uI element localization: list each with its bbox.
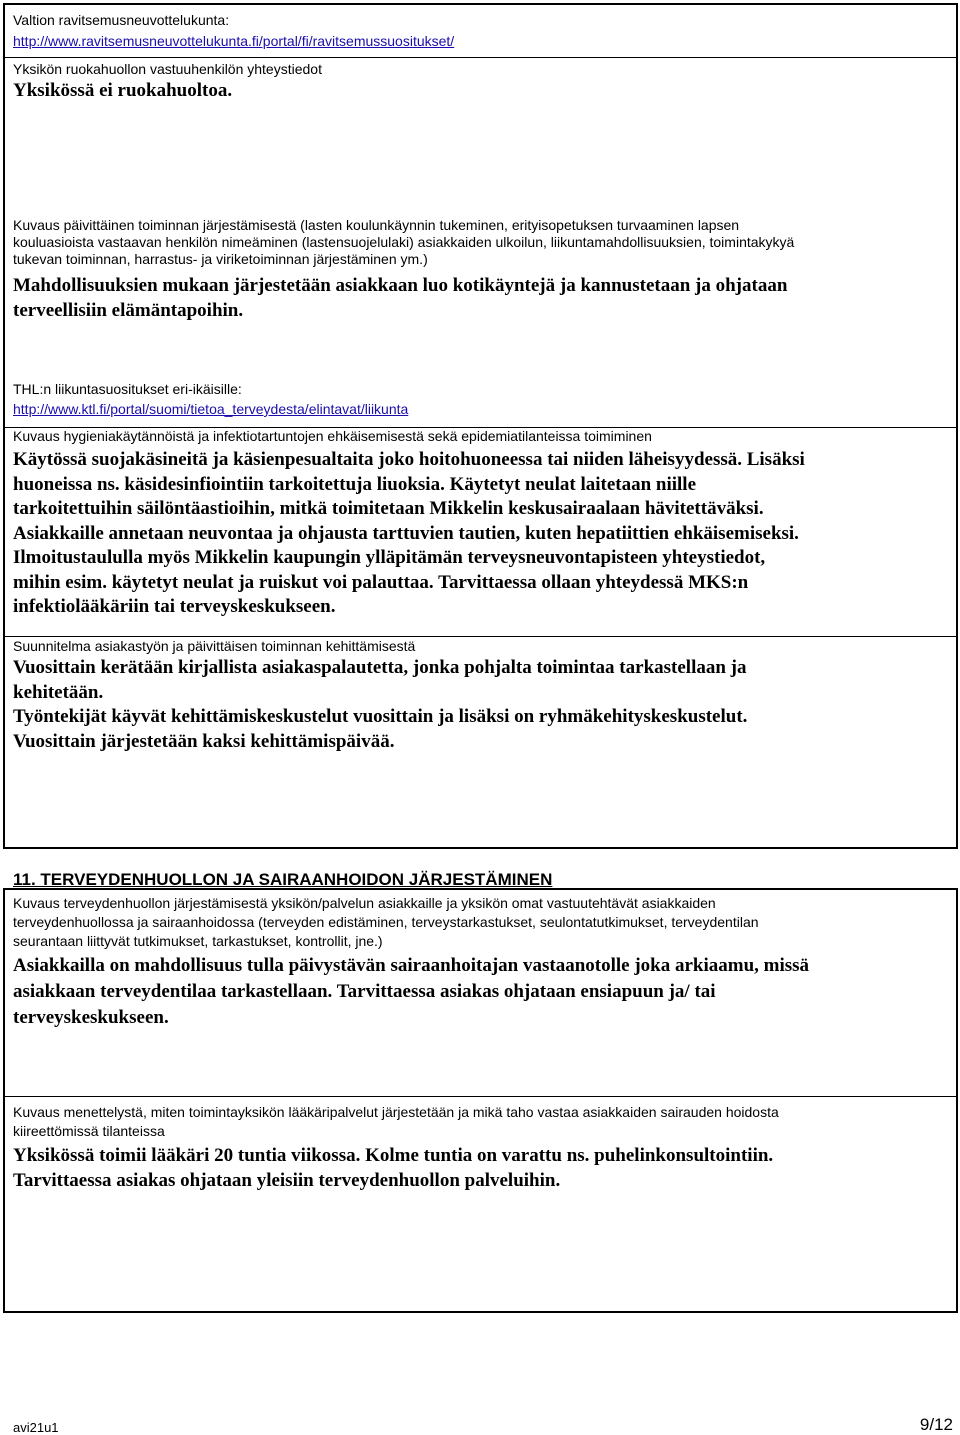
health-care-label: Kuvaus terveydenhuollon järjestämisestä yksikön/palvelun asiakkaille ja yksikön omat vastuutehtävät asiakkaiden terveydenhuollossa ja sairaanhoidossa (terveyden edistäminen, terveystarkastukset, seulontatutkimukset, terveydentilan seurantaan liittyvät tutkimukset, tarkastukset, kontrollit, jne.) — [13, 895, 759, 949]
divider — [5, 636, 956, 637]
doctor-label: Kuvaus menettelystä, miten toimintayksikön lääkäripalvelut järjestetään ja mikä taho vastaa asiakkaiden sairauden hoidosta kiireettömissä tilanteissa — [13, 1104, 779, 1139]
section-11-heading: 11. TERVEYDENHUOLLON JA SAIRAANHOIDON JÄRJESTÄMINEN — [13, 870, 553, 889]
development-answer: Vuosittain kerätään kirjallista asiakaspalautetta, jonka pohjalta toimintaa tarkastellaan ja kehitetään. Työntekijät käyvät kehittämiskeskustelut vuosittain ja lisäksi on ryhmäkehityskeskustelut. Vuosittain järjestetään kaksi kehittämispäivää. — [13, 657, 748, 752]
footer-page-number: 9/12 — [919, 1415, 953, 1434]
development-label: Suunnitelma asiakastyön ja päivittäisen toiminnan kehittämisestä — [13, 638, 416, 654]
nutrition-label: Valtion ravitsemusneuvottelukunta: — [13, 12, 230, 28]
daily-activity-label: Kuvaus päivittäinen toiminnan järjestämisestä (lasten koulunkäynnin tukeminen, erityisopetuksen turvaaminen lapsen kouluasioista vastaavan henkilön nimeäminen (lastensuojelulaki) asiakkaiden ulkoilun, liikuntamahdollisuuksien, toimintakykyä tukevan toiminnan, harrastus- ja viriketoiminnan järjestäminen ym.) — [13, 217, 795, 267]
doctor-answer: Yksikössä toimii lääkäri 20 tuntia viikossa. Kolme tuntia on varattu ns. puhelinkonsultointiin. Tarvittaessa asiakas ohjataan yleisiin terveydenhuollon palveluihin. — [13, 1145, 774, 1191]
hygiene-label: Kuvaus hygieniakäytännöistä ja infektiotartuntojen ehkäisemisestä sekä epidemiatilanteissa toimiminen — [13, 428, 652, 444]
thl-label: THL:n liikuntasuositukset eri-ikäisille: — [13, 381, 242, 397]
food-service-label: Yksikön ruokahuollon vastuuhenkilön yhteystiedot — [13, 61, 322, 77]
thl-link[interactable]: http://www.ktl.fi/portal/suomi/tietoa_terveydesta/elintavat/liikunta — [13, 401, 409, 417]
form-frame-bottom — [3, 888, 958, 1313]
food-service-answer: Yksikössä ei ruokahuoltoa. — [13, 80, 233, 101]
divider — [5, 1096, 956, 1097]
footer-doc-id: avi21u1 — [13, 1420, 59, 1435]
hygiene-answer: Käytössä suojakäsineitä ja käsienpesualtaita joko hoitohuoneessa tai niiden läheisyydessä. Lisäksi huoneissa ns. käsidesinfiointiin tarkoitettuja liuoksia. Käytetyt neulat laitetaan niille tarkoitettuihin säilöntäastioihin, mitkä toimitetaan Mikkelin keskusairaalaan hävitettäväksi. Asiakkaille annetaan neuvontaa ja ohjausta tarttuvien tautien, kuten hepatiittien ehkäisemiseksi. Ilmoitustaululla myös Mikkelin kaupungin ylläpitämän terveysneuvontapisteen yhteystiedot, mihin esim. käytetyt neulat ja ruiskut voi palauttaa. Tarvittaessa ollaan yhteydessä MKS:n infektiolääkäriin tai terveyskeskukseen. — [13, 449, 805, 617]
divider — [5, 57, 956, 58]
nutrition-link[interactable]: http://www.ravitsemusneuvottelukunta.fi/portal/fi/ravitsemussuositukset/ — [13, 33, 455, 49]
health-care-answer: Asiakkailla on mahdollisuus tulla päivystävän sairaanhoitajan vastaanotolle joka arkiaamu, missä asiakkaan terveydentilaa tarkastellaan. Tarvittaessa asiakas ohjataan ensiapuun ja/ tai terveyskeskukseen. — [13, 955, 810, 1028]
daily-activity-answer: Mahdollisuuksien mukaan järjestetään asiakkaan luo kotikäyntejä ja kannustetaan ja ohjataan terveellisiin elämäntapoihin. — [13, 275, 788, 321]
